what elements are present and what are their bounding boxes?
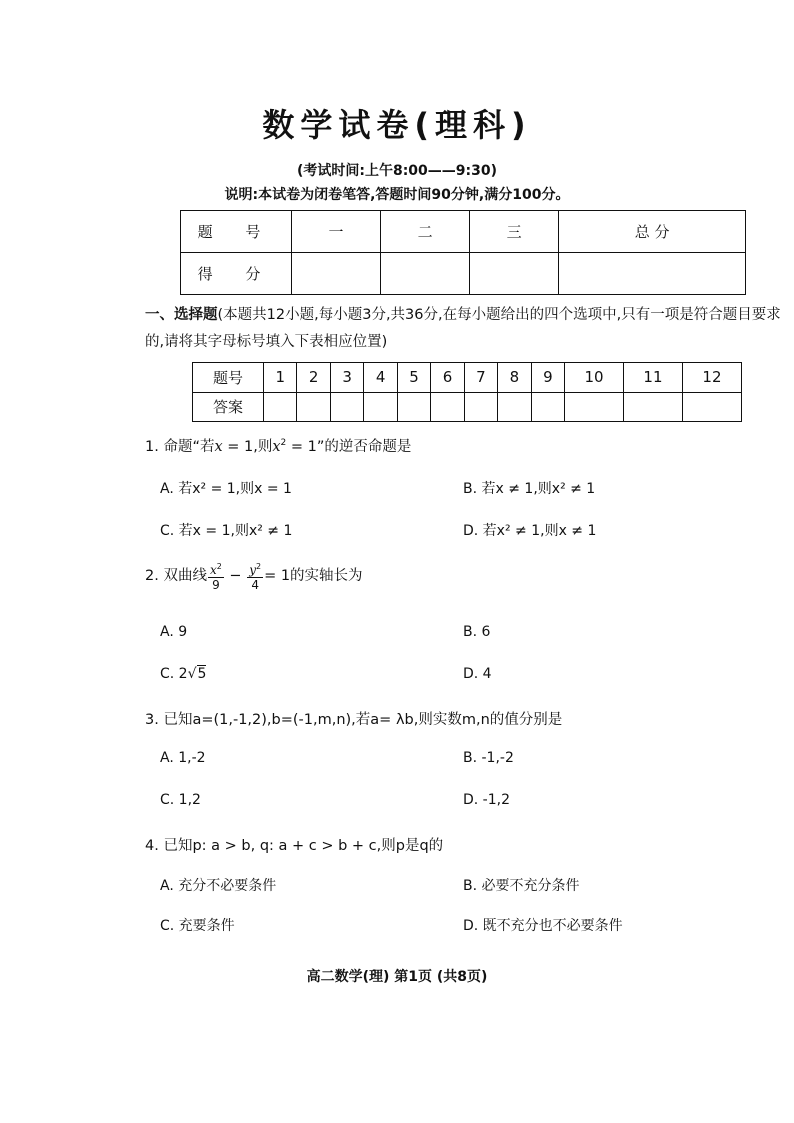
page-footer: 高二数学(理) 第1页 (共8页) xyxy=(306,969,488,985)
section-description: (本题共12小题,每小题3分,共36分,在每小题给出的四个选项中,只有一项是符合题目要求的,请将其字母标号填入下表相应位置) xyxy=(145,307,781,350)
fraction-y2-over-4: $\frac{y^2}{4}$ xyxy=(249,562,262,592)
question-2-option-c: C. 2√5 xyxy=(160,666,207,682)
question-number-cell: 9 xyxy=(531,363,564,393)
score-table-header-row xyxy=(181,211,746,253)
question-2-option-a: A. 9 xyxy=(160,624,188,640)
question-number-cell: 11 xyxy=(624,363,683,393)
answer-blank[interactable] xyxy=(297,392,330,422)
question-1-option-a: A. 若x² = 1,则x = 1 xyxy=(160,481,292,497)
question-number-cell: 4 xyxy=(364,363,397,393)
question-number-cell: 10 xyxy=(565,363,624,393)
question-number-cell: 1 xyxy=(264,363,297,393)
question-3-option-d: D. -1,2 xyxy=(463,792,510,808)
score-blank[interactable] xyxy=(559,253,746,295)
question-4-option-d: D. 既不充分也不必要条件 xyxy=(463,918,623,934)
question-2-option-b: B. 6 xyxy=(463,624,491,640)
question-number-cell: 5 xyxy=(397,363,430,393)
answer-blank[interactable] xyxy=(264,392,297,422)
exam-time: (考试时间:上午8:00——9:30) xyxy=(296,163,498,179)
answer-blank[interactable] xyxy=(364,392,397,422)
section-one-instructions xyxy=(145,302,785,356)
question-number-cell: 8 xyxy=(498,363,531,393)
exam-note: 说明:本试卷为闭卷笔答,答题时间90分钟,满分100分。 xyxy=(224,187,570,203)
score-cell-part1: 一 xyxy=(292,211,381,253)
answer-blank[interactable] xyxy=(531,392,564,422)
question-4-option-c: C. 充要条件 xyxy=(160,918,235,934)
answer-table-answer-label: 答案 xyxy=(193,392,264,422)
score-cell-part2: 二 xyxy=(381,211,470,253)
question-1-option-d: D. 若x² ≠ 1,则x ≠ 1 xyxy=(463,523,597,539)
question-4-option-a: A. 充分不必要条件 xyxy=(160,878,277,894)
answer-blank[interactable] xyxy=(682,392,741,422)
question-2-option-d: D. 4 xyxy=(463,666,492,682)
score-cell-label: 题 号 xyxy=(181,211,292,253)
score-row-label: 得 分 xyxy=(181,253,292,295)
answer-blank[interactable] xyxy=(397,392,430,422)
answer-table-number-label: 题号 xyxy=(193,363,264,393)
question-number-cell: 12 xyxy=(682,363,741,393)
question-4-option-b: B. 必要不充分条件 xyxy=(463,878,580,894)
answer-blank[interactable] xyxy=(464,392,497,422)
question-3-option-a: A. 1,-2 xyxy=(160,750,206,766)
question-2-stem: 2. 双曲线 $\frac{x^2}{9}$ − $\frac{y^2}{4}$ = 1的实轴长为 xyxy=(145,562,363,592)
answer-table xyxy=(192,362,742,422)
score-cell-total: 总 分 xyxy=(559,211,746,253)
score-table xyxy=(180,210,746,295)
question-number-cell: 6 xyxy=(431,363,464,393)
square-root-radicand: 5 xyxy=(197,666,207,682)
answer-blank[interactable] xyxy=(624,392,683,422)
question-number-cell: 7 xyxy=(464,363,497,393)
question-number-cell: 2 xyxy=(297,363,330,393)
answer-blank[interactable] xyxy=(431,392,464,422)
question-3-stem: 3. 已知a=(1,-1,2),b=(-1,m,n),若a= λb,则实数m,n的值分别是 xyxy=(145,712,563,728)
question-number-cell: 3 xyxy=(330,363,363,393)
answer-table-number-row xyxy=(193,363,742,393)
score-table-score-row xyxy=(181,253,746,295)
answer-blank[interactable] xyxy=(498,392,531,422)
score-blank[interactable] xyxy=(381,253,470,295)
question-3-option-b: B. -1,-2 xyxy=(463,750,514,766)
answer-blank[interactable] xyxy=(565,392,624,422)
page-title: 数学试卷(理科) xyxy=(262,106,532,144)
question-1-stem: 1. 命题“若x = 1,则$x^2 = 1$”的逆否命题是 xyxy=(145,438,412,455)
answer-table-answer-row xyxy=(193,392,742,422)
question-1-option-c: C. 若x = 1,则x² ≠ 1 xyxy=(160,523,293,539)
section-heading: 一、选择题 xyxy=(145,307,218,323)
score-cell-part3: 三 xyxy=(470,211,559,253)
score-blank[interactable] xyxy=(292,253,381,295)
question-3-option-c: C. 1,2 xyxy=(160,792,201,808)
score-blank[interactable] xyxy=(470,253,559,295)
answer-blank[interactable] xyxy=(330,392,363,422)
fraction-x2-over-9: $\frac{x^2}{9}$ xyxy=(209,562,222,592)
question-4-stem: 4. 已知p: a > b, q: a + c > b + c,则p是q的 xyxy=(145,838,444,854)
question-1-option-b: B. 若x ≠ 1,则x² ≠ 1 xyxy=(463,481,596,497)
